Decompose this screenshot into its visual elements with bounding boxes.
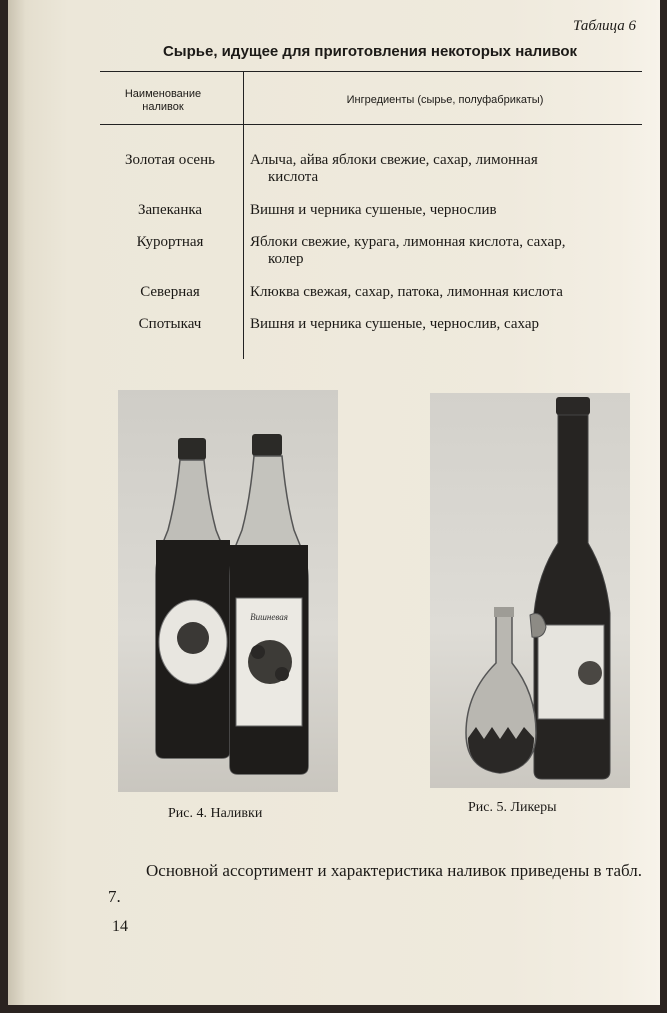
- ingredients-line: колер: [268, 251, 304, 267]
- ingredients-line: Вишня и черника сушеные, чернослив, сахар: [250, 316, 540, 332]
- row-ingredients: [250, 234, 642, 268]
- row-ingredients: [250, 152, 642, 186]
- header-ingredients: Ингредиенты (сырье, полуфабрикаты): [346, 94, 544, 106]
- row-ingredients: [250, 202, 642, 219]
- table-top-rule: [100, 71, 642, 72]
- row-ingredients: [250, 284, 642, 301]
- bottle-cap: [178, 438, 206, 460]
- label-text: Вишневая: [250, 612, 288, 622]
- row-ingredients: [250, 316, 642, 333]
- book-page: [8, 0, 660, 1005]
- figure-likery-photo: [430, 393, 630, 788]
- table-number: Таблица 6: [573, 18, 636, 34]
- bottle-cap: [556, 397, 590, 415]
- figure-4-caption: Рис. 4. Наливки: [168, 806, 263, 821]
- figure-5-caption: Рис. 5. Ликеры: [468, 800, 557, 815]
- row-name: Золотая осень: [125, 152, 215, 168]
- bottle-cap: [252, 434, 282, 456]
- ingredients-line: Алыча, айва яблоки свежие, сахар, лимонная: [250, 152, 538, 168]
- table-header-rule: [100, 124, 642, 125]
- ingredients-line: Клюква свежая, сахар, патока, лимонная кислота: [250, 284, 563, 300]
- ingredients-line: Яблоки свежие, курага, лимонная кислота, сахар,: [250, 234, 566, 250]
- body-paragraph: Основной ассортимент и характеристика наливок приведены в табл. 7.: [108, 861, 642, 906]
- decanter-neck: [494, 607, 514, 617]
- ingredients-line: кислота: [268, 169, 319, 185]
- table-title: Сырье, идущее для приготовления некоторых наливок: [162, 43, 578, 60]
- row-name: Спотыкач: [138, 316, 202, 332]
- bottle-glass: [534, 415, 610, 779]
- header-name: Наименование наливок: [124, 88, 202, 113]
- row-name: Северная: [140, 284, 200, 300]
- page-number: 14: [112, 918, 128, 935]
- table-column-divider: [243, 72, 244, 359]
- figure-nalivki-photo: [118, 390, 338, 792]
- label-emblem: [177, 622, 209, 654]
- row-name: Курортная: [136, 234, 204, 250]
- bottles-illustration: [118, 390, 338, 792]
- ingredients-line: Вишня и черника сушеные, чернослив: [250, 202, 497, 218]
- row-name: Запеканка: [137, 202, 203, 218]
- liqueur-illustration: [430, 393, 630, 788]
